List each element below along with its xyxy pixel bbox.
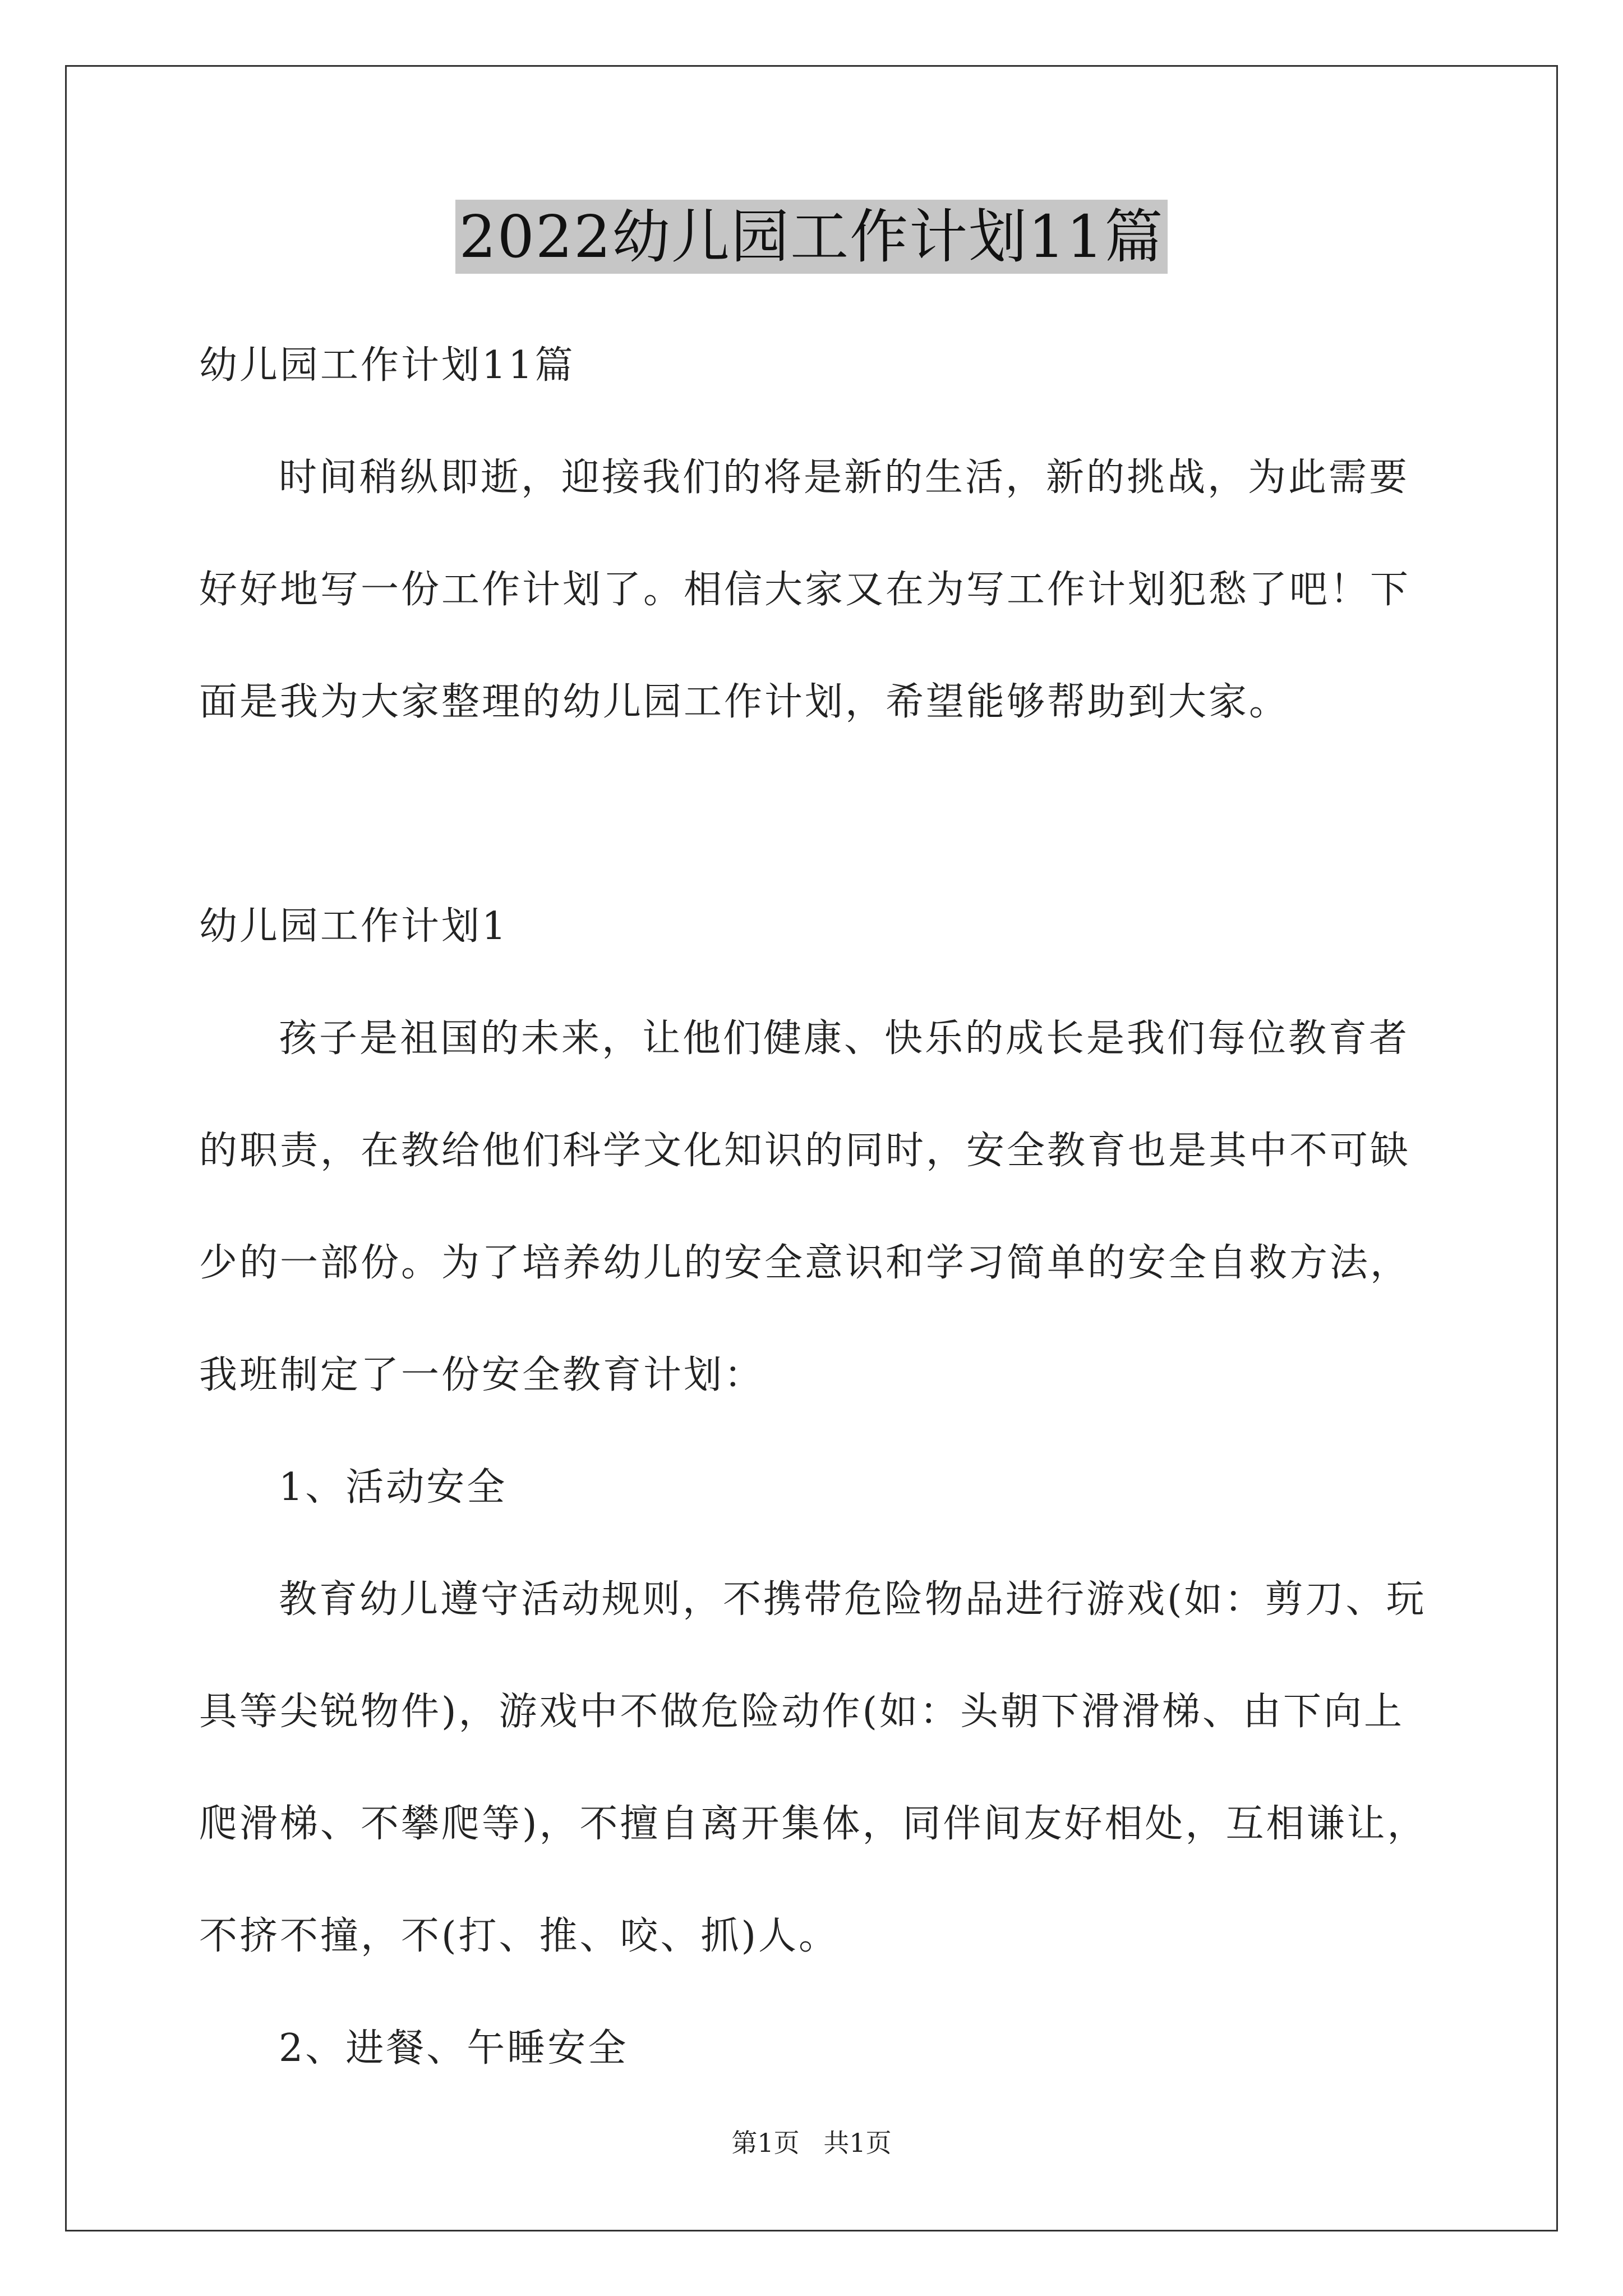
paragraph-line: 时间稍纵即逝，迎接我们的将是新的生活，新的挑战，为此需要	[279, 455, 1410, 500]
paragraph-line: 教育幼儿遵守活动规则，不携带危险物品进行游戏(如：剪刀、玩	[279, 1577, 1427, 1622]
paragraph-line: 幼儿园工作计划11篇	[199, 343, 575, 388]
paragraph-line: 具等尖锐物件)，游戏中不做危险动作(如：头朝下滑滑梯、由下向上	[199, 1690, 1405, 1734]
paragraph-line: 我班制定了一份安全教育计划：	[199, 1353, 765, 1397]
paragraph-line: 1、活动安全	[279, 1465, 508, 1510]
title-container	[0, 200, 1623, 274]
paragraph-line: 爬滑梯、不攀爬等)，不擅自离开集体，同伴间友好相处，互相谦让，	[199, 1802, 1428, 1846]
document-title: 2022幼儿园工作计划11篇	[455, 200, 1167, 274]
document-body	[199, 310, 1433, 2105]
page-number-current: 第1页	[731, 2128, 800, 2158]
paragraph-line: 的职责，在教给他们科学文化知识的同时，安全教育也是其中不可缺	[199, 1129, 1411, 1173]
paragraph-line: 面是我为大家整理的幼儿园工作计划，希望能够帮助到大家。	[199, 680, 1290, 724]
paragraph-line: 2、进餐、午睡安全	[279, 2026, 629, 2070]
paragraph-line: 孩子是祖国的未来，让他们健康、快乐的成长是我们每位教育者	[279, 1016, 1410, 1061]
paragraph-line: 幼儿园工作计划1	[199, 904, 509, 949]
page-footer	[0, 2126, 1623, 2160]
page-number-total: 共1页	[823, 2128, 892, 2158]
paragraph-gap	[199, 758, 1433, 871]
paragraph-line: 少的一部份。为了培养幼儿的安全意识和学习简单的安全自救方法，	[199, 1241, 1411, 1285]
paragraph-line: 好好地写一份工作计划了。相信大家又在为写工作计划犯愁了吧！下	[199, 568, 1411, 612]
paragraph-line: 不挤不撞，不(打、推、咬、抓)人。	[199, 1914, 840, 1958]
